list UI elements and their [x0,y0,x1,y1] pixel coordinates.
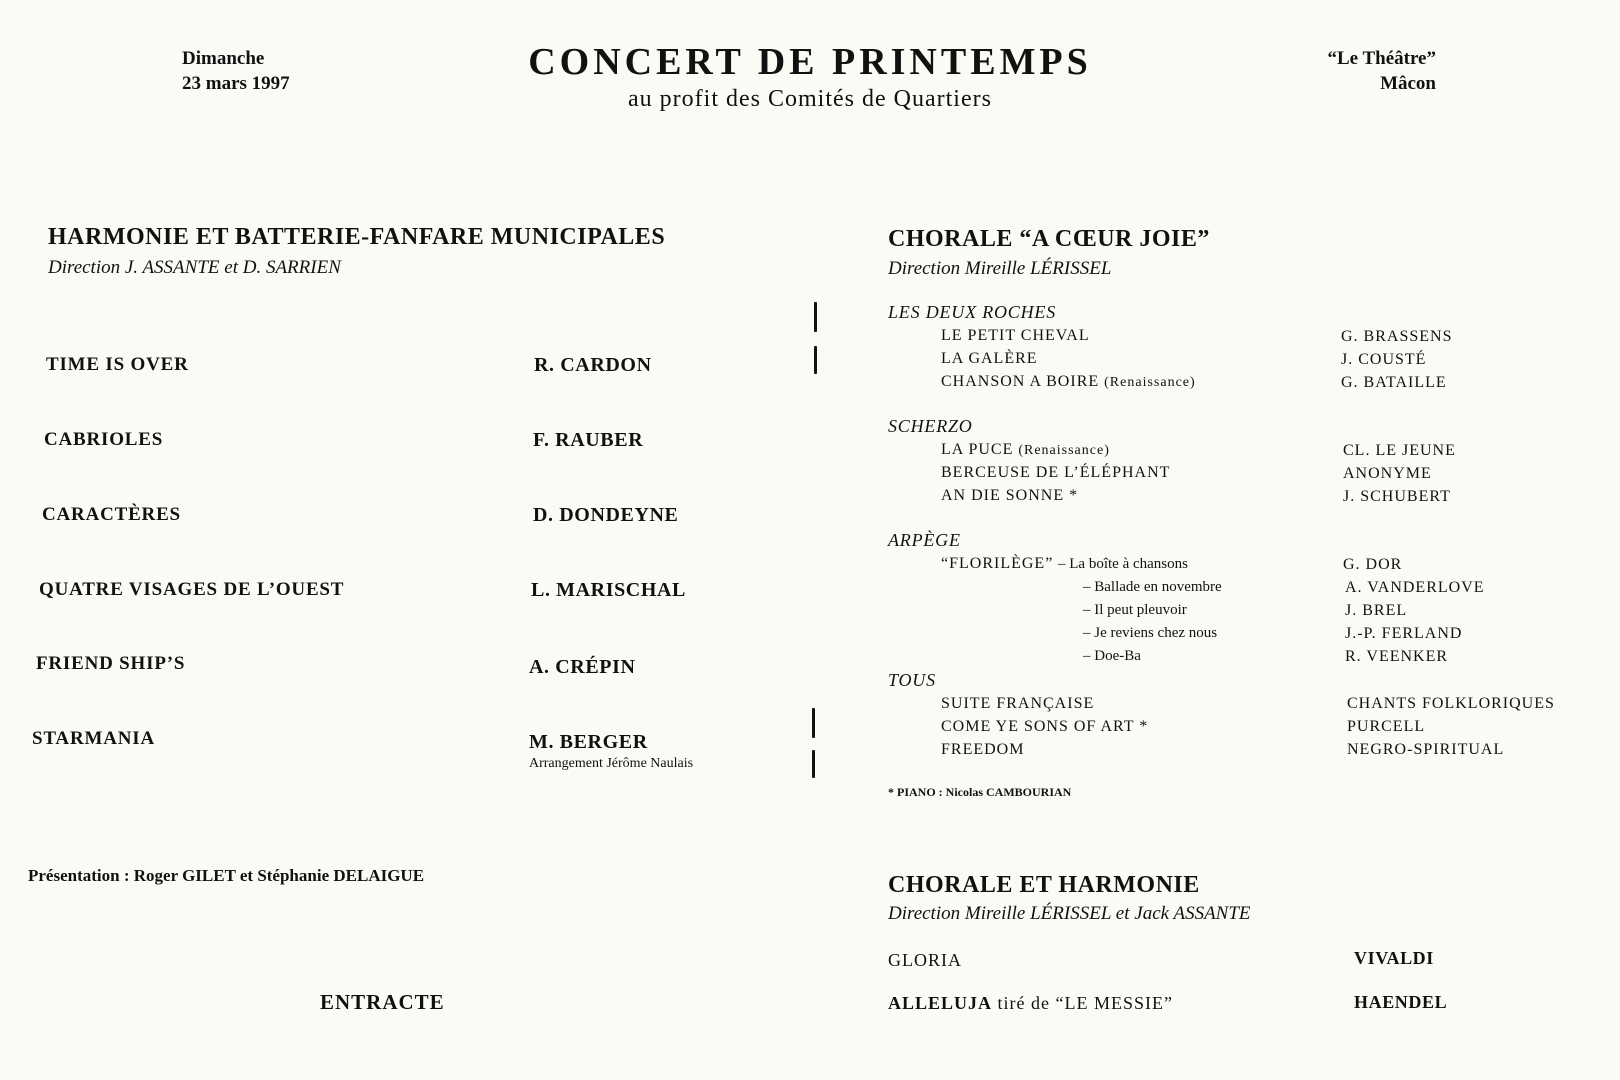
piece-title: TIME IS OVER [46,354,189,375]
song-composer: J. BREL [1345,602,1408,619]
piece-title: FRIEND SHIP’S [36,653,186,674]
piece-title: QUATRE VISAGES DE L’OUEST [39,579,345,600]
chorale-direction: Direction Mireille LÉRISSEL [888,258,1112,279]
concert-date [182,46,290,96]
song-composer: NEGRO-SPIRITUAL [1347,741,1505,758]
song-note: (Renaissance) [1018,443,1110,458]
song-title-line [941,373,1196,391]
concert-title-block [420,40,1200,113]
florilege-title: “FLORILÈGE” [941,555,1054,572]
finale-piece-title-line [888,993,1173,1014]
piece-composer: M. BERGER [529,731,648,753]
presentation-credit: Présentation : Roger GILET et Stéphanie DELAIGUE [28,866,425,885]
song-composer: A. VANDERLOVE [1345,579,1485,596]
piano-note: * PIANO : Nicolas CAMBOURIAN [888,785,1072,799]
song-title: LE PETIT CHEVAL [941,327,1090,344]
song-title: CHANSON A BOIRE [941,373,1100,390]
song-title: AN DIE SONNE * [941,487,1079,504]
arrangement-note: Arrangement Jérôme Naulais [529,756,694,771]
piece-composer: A. CRÉPIN [529,656,636,678]
song-title: COME YE SONS OF ART * [941,718,1149,735]
piece-title: CARACTÈRES [42,504,181,525]
song-title: – Doe-Ba [1083,648,1141,664]
program-group: TOUS [888,670,936,690]
song-composer: CL. LE JEUNE [1343,442,1456,459]
finale-piece-composer: VIVALDI [1354,948,1434,968]
divider-mark [812,708,815,738]
harmonie-title: HARMONIE ET BATTERIE-FANFARE MUNICIPALES [48,224,666,250]
song-composer: R. VEENKER [1345,648,1449,665]
song-title: – La boîte à chansons [1058,556,1188,572]
song-note: (Renaissance) [1104,375,1196,390]
song-composer: CHANTS FOLKLORIQUES [1347,695,1555,712]
chorale-title: CHORALE “A CŒUR JOIE” [888,226,1210,252]
intermission-label: ENTRACTE [320,990,445,1014]
song-title: – Je reviens chez nous [1083,625,1218,641]
song-title: LA PUCE [941,441,1014,458]
divider-mark [812,750,815,778]
piece-composer: F. RAUBER [533,429,644,451]
concert-venue [1327,46,1436,96]
song-composer: G. BATAILLE [1341,374,1447,391]
concert-title: CONCERT DE PRINTEMPS [528,41,1092,83]
finale-direction: Direction Mireille LÉRISSEL et Jack ASSANTE [888,903,1251,924]
song-title: LA GALÈRE [941,350,1038,367]
song-composer: G. BRASSENS [1341,328,1453,345]
song-composer: ANONYME [1343,465,1432,482]
concert-subtitle: au profit des Comités de Quartiers [628,86,992,112]
date-day: Dimanche [182,48,265,69]
venue-name: “Le Théâtre” [1327,48,1436,69]
song-composer: J.-P. FERLAND [1345,625,1463,642]
song-composer: J. COUSTÉ [1341,351,1427,368]
program-group: LES DEUX ROCHES [888,302,1056,322]
song-composer: G. DOR [1343,556,1403,573]
venue-city: Mâcon [1380,73,1436,94]
piece-composer: R. CARDON [534,354,652,376]
divider-mark [814,302,817,332]
divider-mark [814,346,817,374]
harmonie-direction: Direction J. ASSANTE et D. SARRIEN [48,257,341,278]
song-title-line [941,441,1110,459]
finale-piece-subtitle: tiré de “LE MESSIE” [992,993,1173,1013]
song-title: BERCEUSE DE L’ÉLÉPHANT [941,464,1171,481]
song-title: SUITE FRANÇAISE [941,695,1095,712]
song-composer: J. SCHUBERT [1343,488,1451,505]
song-title: – Il peut pleuvoir [1083,602,1187,618]
finale-piece-title: ALLELUJA [888,993,993,1013]
program-group: ARPÈGE [888,530,961,550]
song-title: – Ballade en novembre [1083,579,1222,595]
finale-piece-composer: HAENDEL [1354,992,1448,1012]
date-full: 23 mars 1997 [182,73,290,94]
piece-composer: D. DONDEYNE [533,504,679,526]
program-group: SCHERZO [888,416,973,436]
piece-title: CABRIOLES [44,429,164,450]
finale-title: CHORALE ET HARMONIE [888,872,1200,898]
song-composer: PURCELL [1347,718,1426,735]
piece-title: STARMANIA [32,728,155,749]
finale-piece-title: GLORIA [888,950,962,970]
piece-composer: L. MARISCHAL [531,579,686,601]
song-title: FREEDOM [941,741,1025,758]
